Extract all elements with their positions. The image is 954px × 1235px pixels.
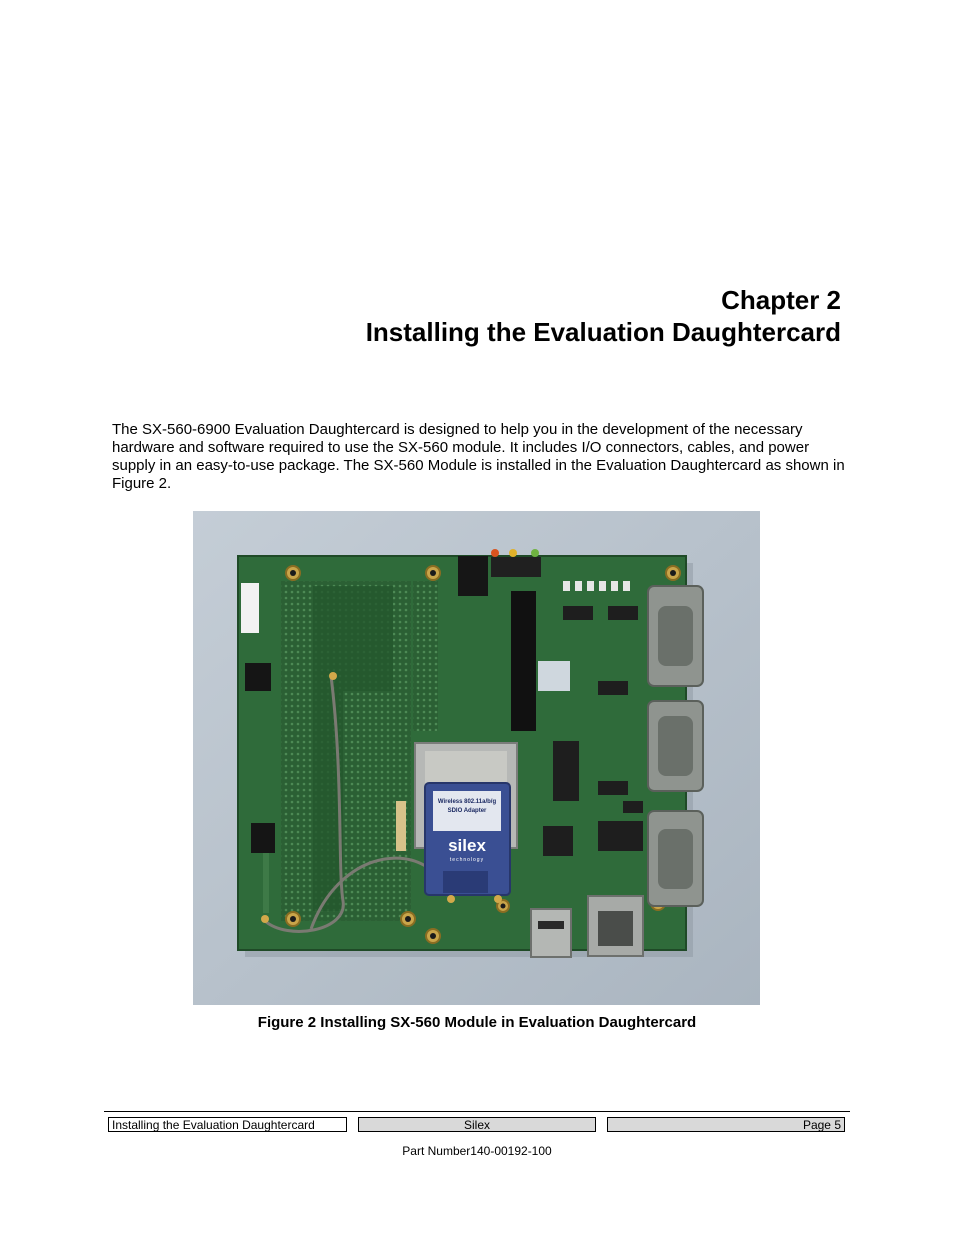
module-brand-sub: technology (449, 857, 485, 863)
footer-page-number: Page 5 (607, 1117, 845, 1132)
board-photo (193, 511, 760, 1005)
chapter-heading (366, 284, 841, 348)
chapter-title: Installing the Evaluation Daughtercard (365, 317, 841, 347)
intro-paragraph: The SX-560-6900 Evaluation Daughtercard is designed to help you in the development of the necessary hardware and software required to use the SX-560 module. It includes I/O connectors, cables, and power supply in an easy-to-use package. The SX-560 Module is installed in the Evaluation Daughtercard as shown in Figure 2. (112, 421, 845, 492)
footer-company: Silex (358, 1117, 596, 1132)
module-brand: silex (448, 836, 486, 855)
part-number: Part Number140-00192-100 (402, 1144, 552, 1158)
module-label-line1: Wireless 802.11a/b/g (437, 799, 497, 805)
module-label-line2: SDIO Adapter (447, 808, 487, 814)
footer-rule (104, 1111, 850, 1112)
chapter-number: Chapter 2 (721, 285, 841, 315)
footer-section-title: Installing the Evaluation Daughtercard (108, 1117, 347, 1132)
figure-caption: Figure 2 Installing SX-560 Module in Evaluation Daughtercard (257, 1014, 697, 1031)
